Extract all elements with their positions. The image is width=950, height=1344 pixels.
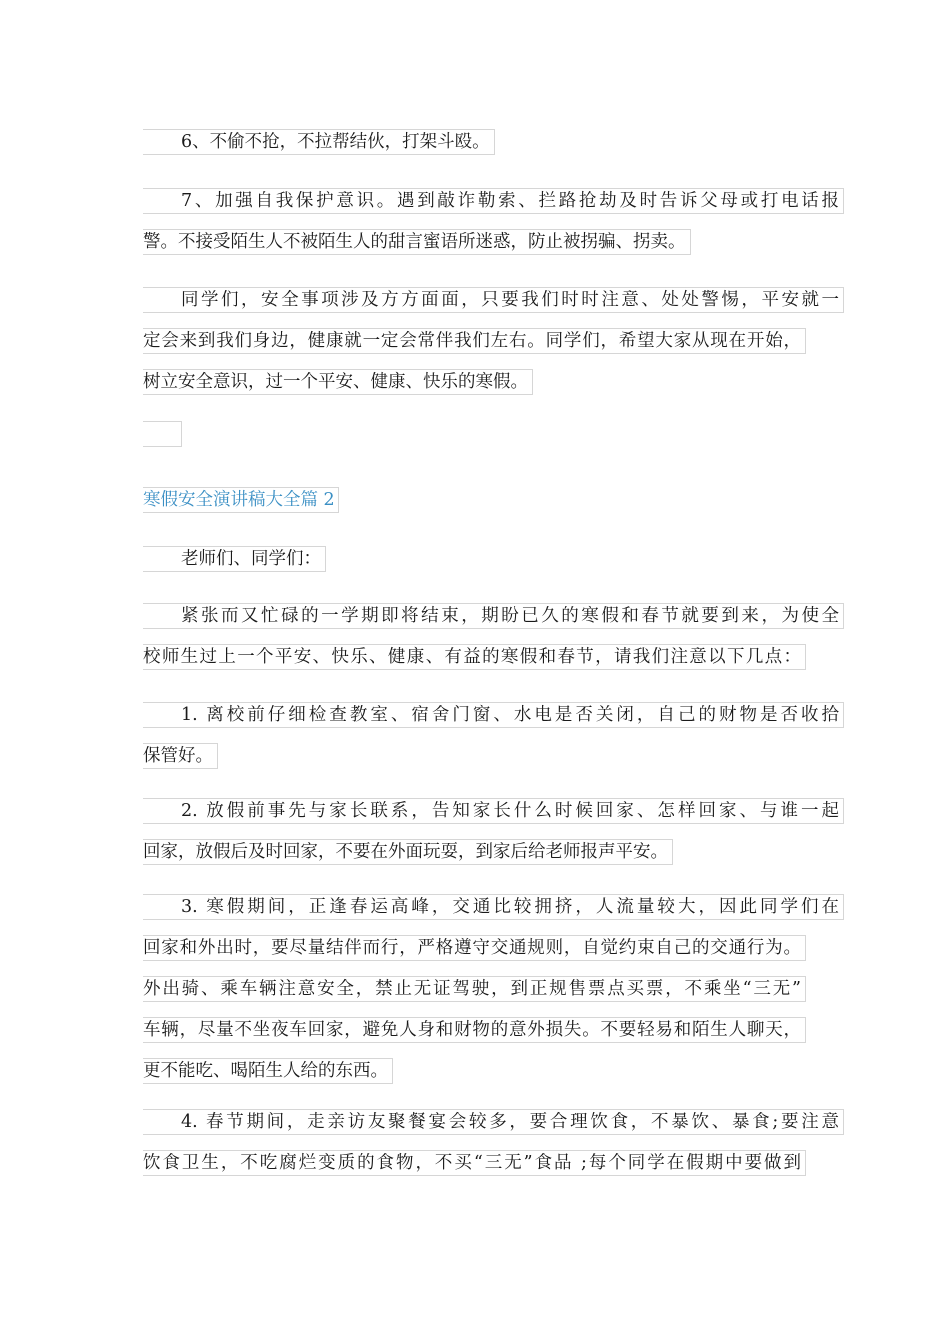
paragraph-line: 保管好。 — [143, 743, 218, 769]
empty-paragraph — [143, 421, 182, 447]
paragraph-point-4 — [143, 1104, 839, 1186]
paragraph-line: 4. 春节期间，走亲访友聚餐宴会较多，要合理饮食，不暴饮、暴食;要注意 — [143, 1109, 844, 1135]
paragraph-line: 回家和外出时，要尽量结伴而行，严格遵守交通规则，自觉约束自己的交通行为。 — [143, 935, 806, 961]
paragraph-line: 回家，放假后及时回家，不要在外面玩耍，到家后给老师报声平安。 — [143, 839, 673, 865]
paragraph-line: 定会来到我们身边，健康就一定会常伴我们左右。同学们，希望大家从现在开始， — [143, 328, 806, 354]
paragraph-line: 外出骑、乘车辆注意安全，禁止无证驾驶，到正规售票点买票，不乘坐“三无” — [143, 976, 806, 1002]
paragraph-intro — [143, 598, 839, 680]
paragraph-item-6 — [143, 124, 805, 160]
paragraph-line: 2. 放假前事先与家长联系，告知家长什么时候回家、怎样回家、与谁一起 — [143, 798, 844, 824]
paragraph-point-2 — [143, 793, 839, 870]
paragraph-line: 同学们，安全事项涉及方方面面，只要我们时时注意、处处警惕，平安就一 — [143, 287, 844, 313]
paragraph-line: 警。不接受陌生人不被陌生人的甜言蜜语所迷惑，防止被拐骗、拐卖。 — [143, 229, 691, 255]
paragraph-line: 7、加强自我保护意识。遇到敲诈勒索、拦路抢劫及时告诉父母或打电话报 — [143, 188, 844, 214]
paragraph-line: 更不能吃、喝陌生人给的东西。 — [143, 1058, 393, 1084]
paragraph-point-1 — [143, 697, 839, 774]
paragraph-point-3 — [143, 889, 839, 1089]
paragraph-line: 1. 离校前仔细检查教室、宿舍门窗、水电是否关闭，自己的财物是否收拾 — [143, 702, 844, 728]
paragraph-line: 3. 寒假期间，正逢春运高峰，交通比较拥挤，人流量较大，因此同学们在 — [143, 894, 844, 920]
paragraph-line: 饮食卫生，不吃腐烂变质的食物，不买“三无”食品 ;每个同学在假期中要做到 — [143, 1150, 806, 1176]
paragraph-item-7 — [143, 183, 839, 260]
section-heading: 寒假安全演讲稿大全篇 2 — [143, 487, 339, 513]
paragraph-line: 车辆，尽量不坐夜车回家，避免人身和财物的意外损失。不要轻易和陌生人聊天， — [143, 1017, 806, 1043]
paragraph-line: 校师生过上一个平安、快乐、健康、有益的寒假和春节，请我们注意以下几点： — [143, 644, 806, 670]
paragraph-line: 6、不偷不抢，不拉帮结伙，打架斗殴。 — [143, 129, 495, 155]
paragraph-line: 紧张而又忙碌的一学期即将结束，期盼已久的寒假和春节就要到来，为使全 — [143, 603, 844, 629]
paragraph-line: 老师们、同学们： — [143, 546, 326, 572]
paragraph-salutation — [143, 541, 805, 577]
paragraph-line: 树立安全意识，过一个平安、健康、快乐的寒假。 — [143, 369, 533, 395]
paragraph-conclusion — [143, 282, 839, 400]
